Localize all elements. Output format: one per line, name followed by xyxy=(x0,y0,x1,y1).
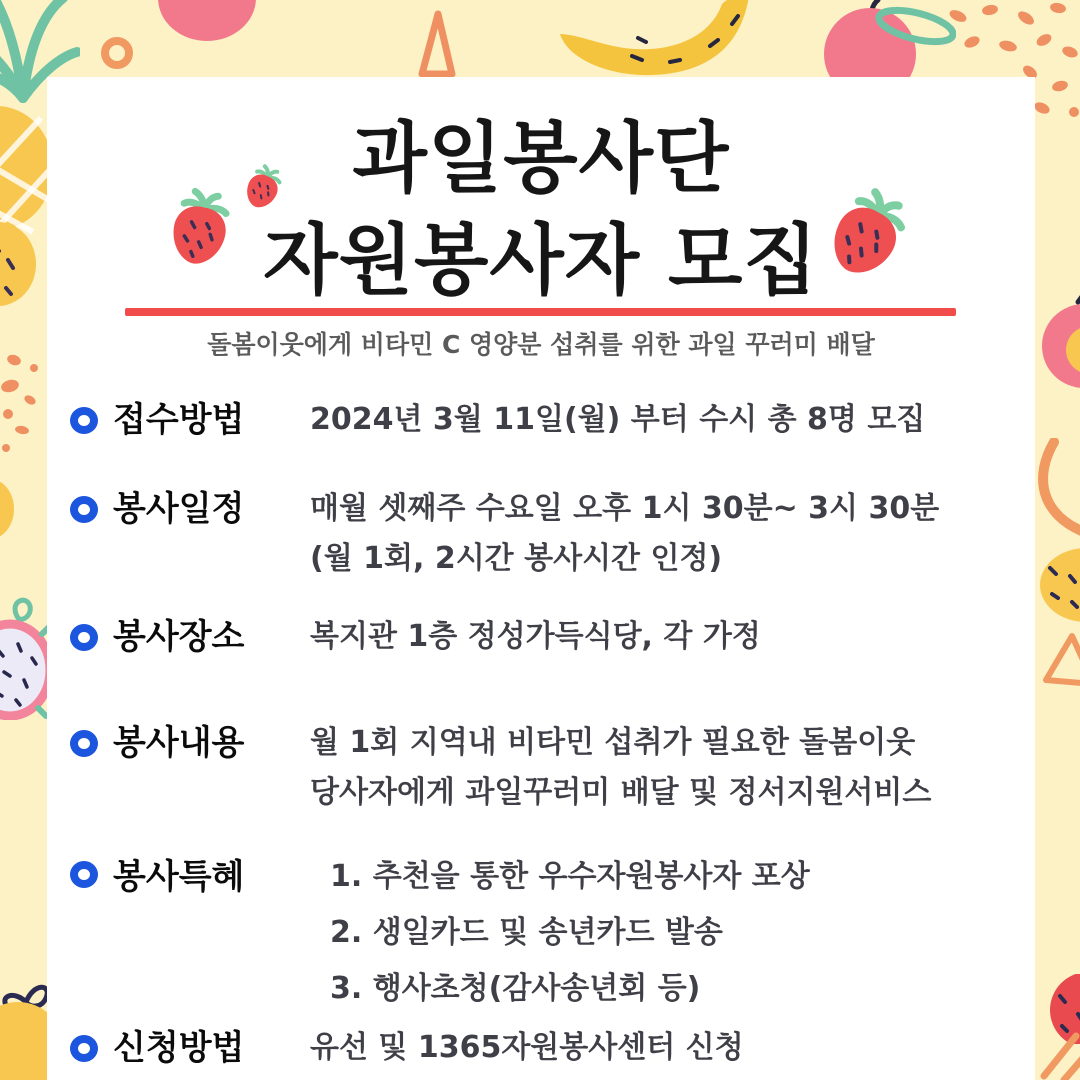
bullet-ring-icon xyxy=(70,496,98,523)
row-label: 봉사일정 xyxy=(113,489,245,529)
row-content: 1. 추천을 통한 우수자원봉사자 포상 2. 생일카드 및 송년카드 발송 3. 행사초청(감사송년회 등) xyxy=(330,859,810,1006)
bullet-ring-icon xyxy=(70,624,98,651)
row-content: 월 1회 지역내 비타민 섭취가 필요한 돌봄이웃 당사자에게 과일꾸러미 배달 및 정서지원서비스 xyxy=(310,725,932,810)
bullet-ring-icon xyxy=(70,730,98,757)
row-label: 신청방법 xyxy=(113,1028,245,1068)
bullet-ring-icon xyxy=(70,861,98,888)
info-row-volunteer-benefits xyxy=(70,849,810,1017)
red-divider-line xyxy=(125,308,956,316)
info-row-volunteer-location xyxy=(70,612,761,662)
row-content: 매월 셋째주 수요일 오후 1시 30분~ 3시 30분 (월 1회, 2시간 봉사시간 인정) xyxy=(310,491,940,576)
info-row-reception-method xyxy=(70,395,925,445)
banana-icon xyxy=(1034,438,1080,540)
banana-icon xyxy=(552,0,752,82)
row-content: 2024년 3월 11일(월) 부터 수시 총 8명 모집 xyxy=(310,402,926,437)
confetti-dots-icon xyxy=(1038,1028,1080,1080)
apple-icon xyxy=(808,0,956,86)
confetti-dots-icon xyxy=(0,352,48,462)
poster-card xyxy=(47,77,1035,1080)
poster-subtitle: 돌봄이웃에게 비타민 C 영양분 섭취를 위한 과일 꾸러미 배달 xyxy=(207,330,875,359)
row-content: 유선 및 1365자원봉사센터 신청 xyxy=(310,1030,744,1065)
peach-icon xyxy=(156,0,258,44)
poster-title-line-2: 자원봉사자 모집 xyxy=(263,217,819,306)
lemon-icon xyxy=(0,478,16,540)
row-content: 복지관 1층 정성가득식당, 각 가정 xyxy=(310,619,761,654)
info-row-volunteer-duties xyxy=(70,718,931,818)
row-label: 봉사내용 xyxy=(113,723,245,763)
orange-ring-icon xyxy=(98,34,136,72)
row-label: 봉사장소 xyxy=(113,617,245,657)
lemon-icon xyxy=(0,220,42,308)
info-row-volunteer-schedule xyxy=(70,484,939,584)
poster-title-line-1: 과일봉사단 xyxy=(352,115,730,204)
bullet-ring-icon xyxy=(70,407,98,434)
triangle-doodle-icon xyxy=(1040,630,1080,690)
info-row-application-method xyxy=(70,1023,744,1073)
bullet-ring-icon xyxy=(70,1035,98,1062)
peach-icon xyxy=(1030,294,1080,394)
row-label: 봉사특혜 xyxy=(113,857,245,897)
lemon-icon xyxy=(1036,546,1080,624)
row-label: 접수방법 xyxy=(113,400,245,440)
triangle-doodle-icon xyxy=(416,8,464,82)
